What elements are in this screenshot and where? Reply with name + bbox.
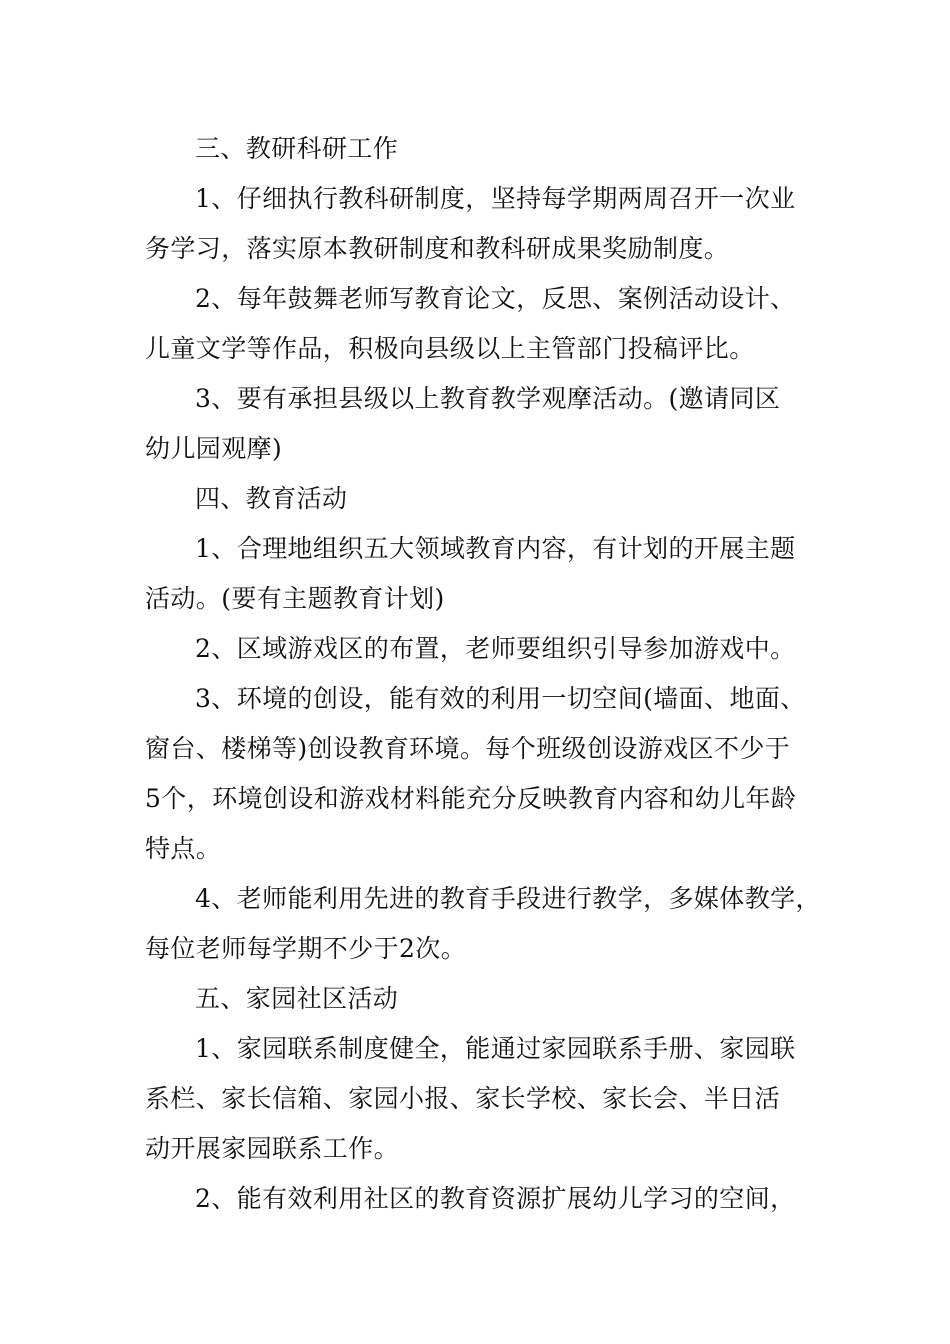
text-line: 2、每年鼓舞老师写教育论文，反思、案例活动设计、 [195,284,796,313]
text-line: 窗台、楼梯等)创设教育环境。每个班级创设游戏区不少于 [145,734,791,763]
list-item-paragraph [145,174,820,274]
text-line: 1、家园联系制度健全，能通过家园联系手册、家园联 [195,1034,796,1063]
text-line: 特点。 [145,834,222,863]
text-line: 三、教研科研工作 [195,134,399,163]
list-item-paragraph [145,1024,820,1174]
text-line: 务学习，落实原本教研制度和教科研成果奖励制度。 [145,234,730,263]
section-heading [145,474,820,524]
text-line: 动开展家园联系工作。 [145,1134,400,1163]
text-line: 幼儿园观摩) [145,434,283,463]
text-line: 2、能有效利用社区的教育资源扩展幼儿学习的空间， [195,1184,796,1213]
text-line: 5个，环境创设和游戏材料能充分反映教育内容和幼儿年龄 [145,784,797,813]
section-heading [145,124,820,174]
text-line: 活动。(要有主题教育计划) [145,584,445,613]
list-item-paragraph [145,874,820,974]
section-heading [145,974,820,1024]
list-item-paragraph [145,524,820,624]
list-item-paragraph [145,1174,820,1224]
text-line: 3、要有承担县级以上教育教学观摩活动。(邀请同区 [195,384,781,413]
text-line: 儿童文学等作品，积极向县级以上主管部门投稿评比。 [145,334,755,363]
text-line: 3、环境的创设，能有效的利用一切空间(墙面、地面、 [195,684,806,713]
list-item-paragraph [145,674,820,874]
list-item-paragraph [145,274,820,374]
text-line: 1、合理地组织五大领域教育内容，有计划的开展主题 [195,534,796,563]
text-line: 4、老师能利用先进的教育手段进行教学，多媒体教学， [195,884,821,913]
list-item-paragraph [145,374,820,474]
text-line: 五、家园社区活动 [195,984,399,1013]
document-body [145,124,820,1224]
text-line: 系栏、家长信箱、家园小报、家长学校、家长会、半日活 [145,1084,781,1113]
list-item-paragraph [145,624,820,674]
text-line: 1、仔细执行教科研制度，坚持每学期两周召开一次业 [195,184,796,213]
text-line: 2、区域游戏区的布置，老师要组织引导参加游戏中。 [195,634,796,663]
text-line: 每位老师每学期不少于2次。 [145,934,467,963]
text-line: 四、教育活动 [195,484,348,513]
